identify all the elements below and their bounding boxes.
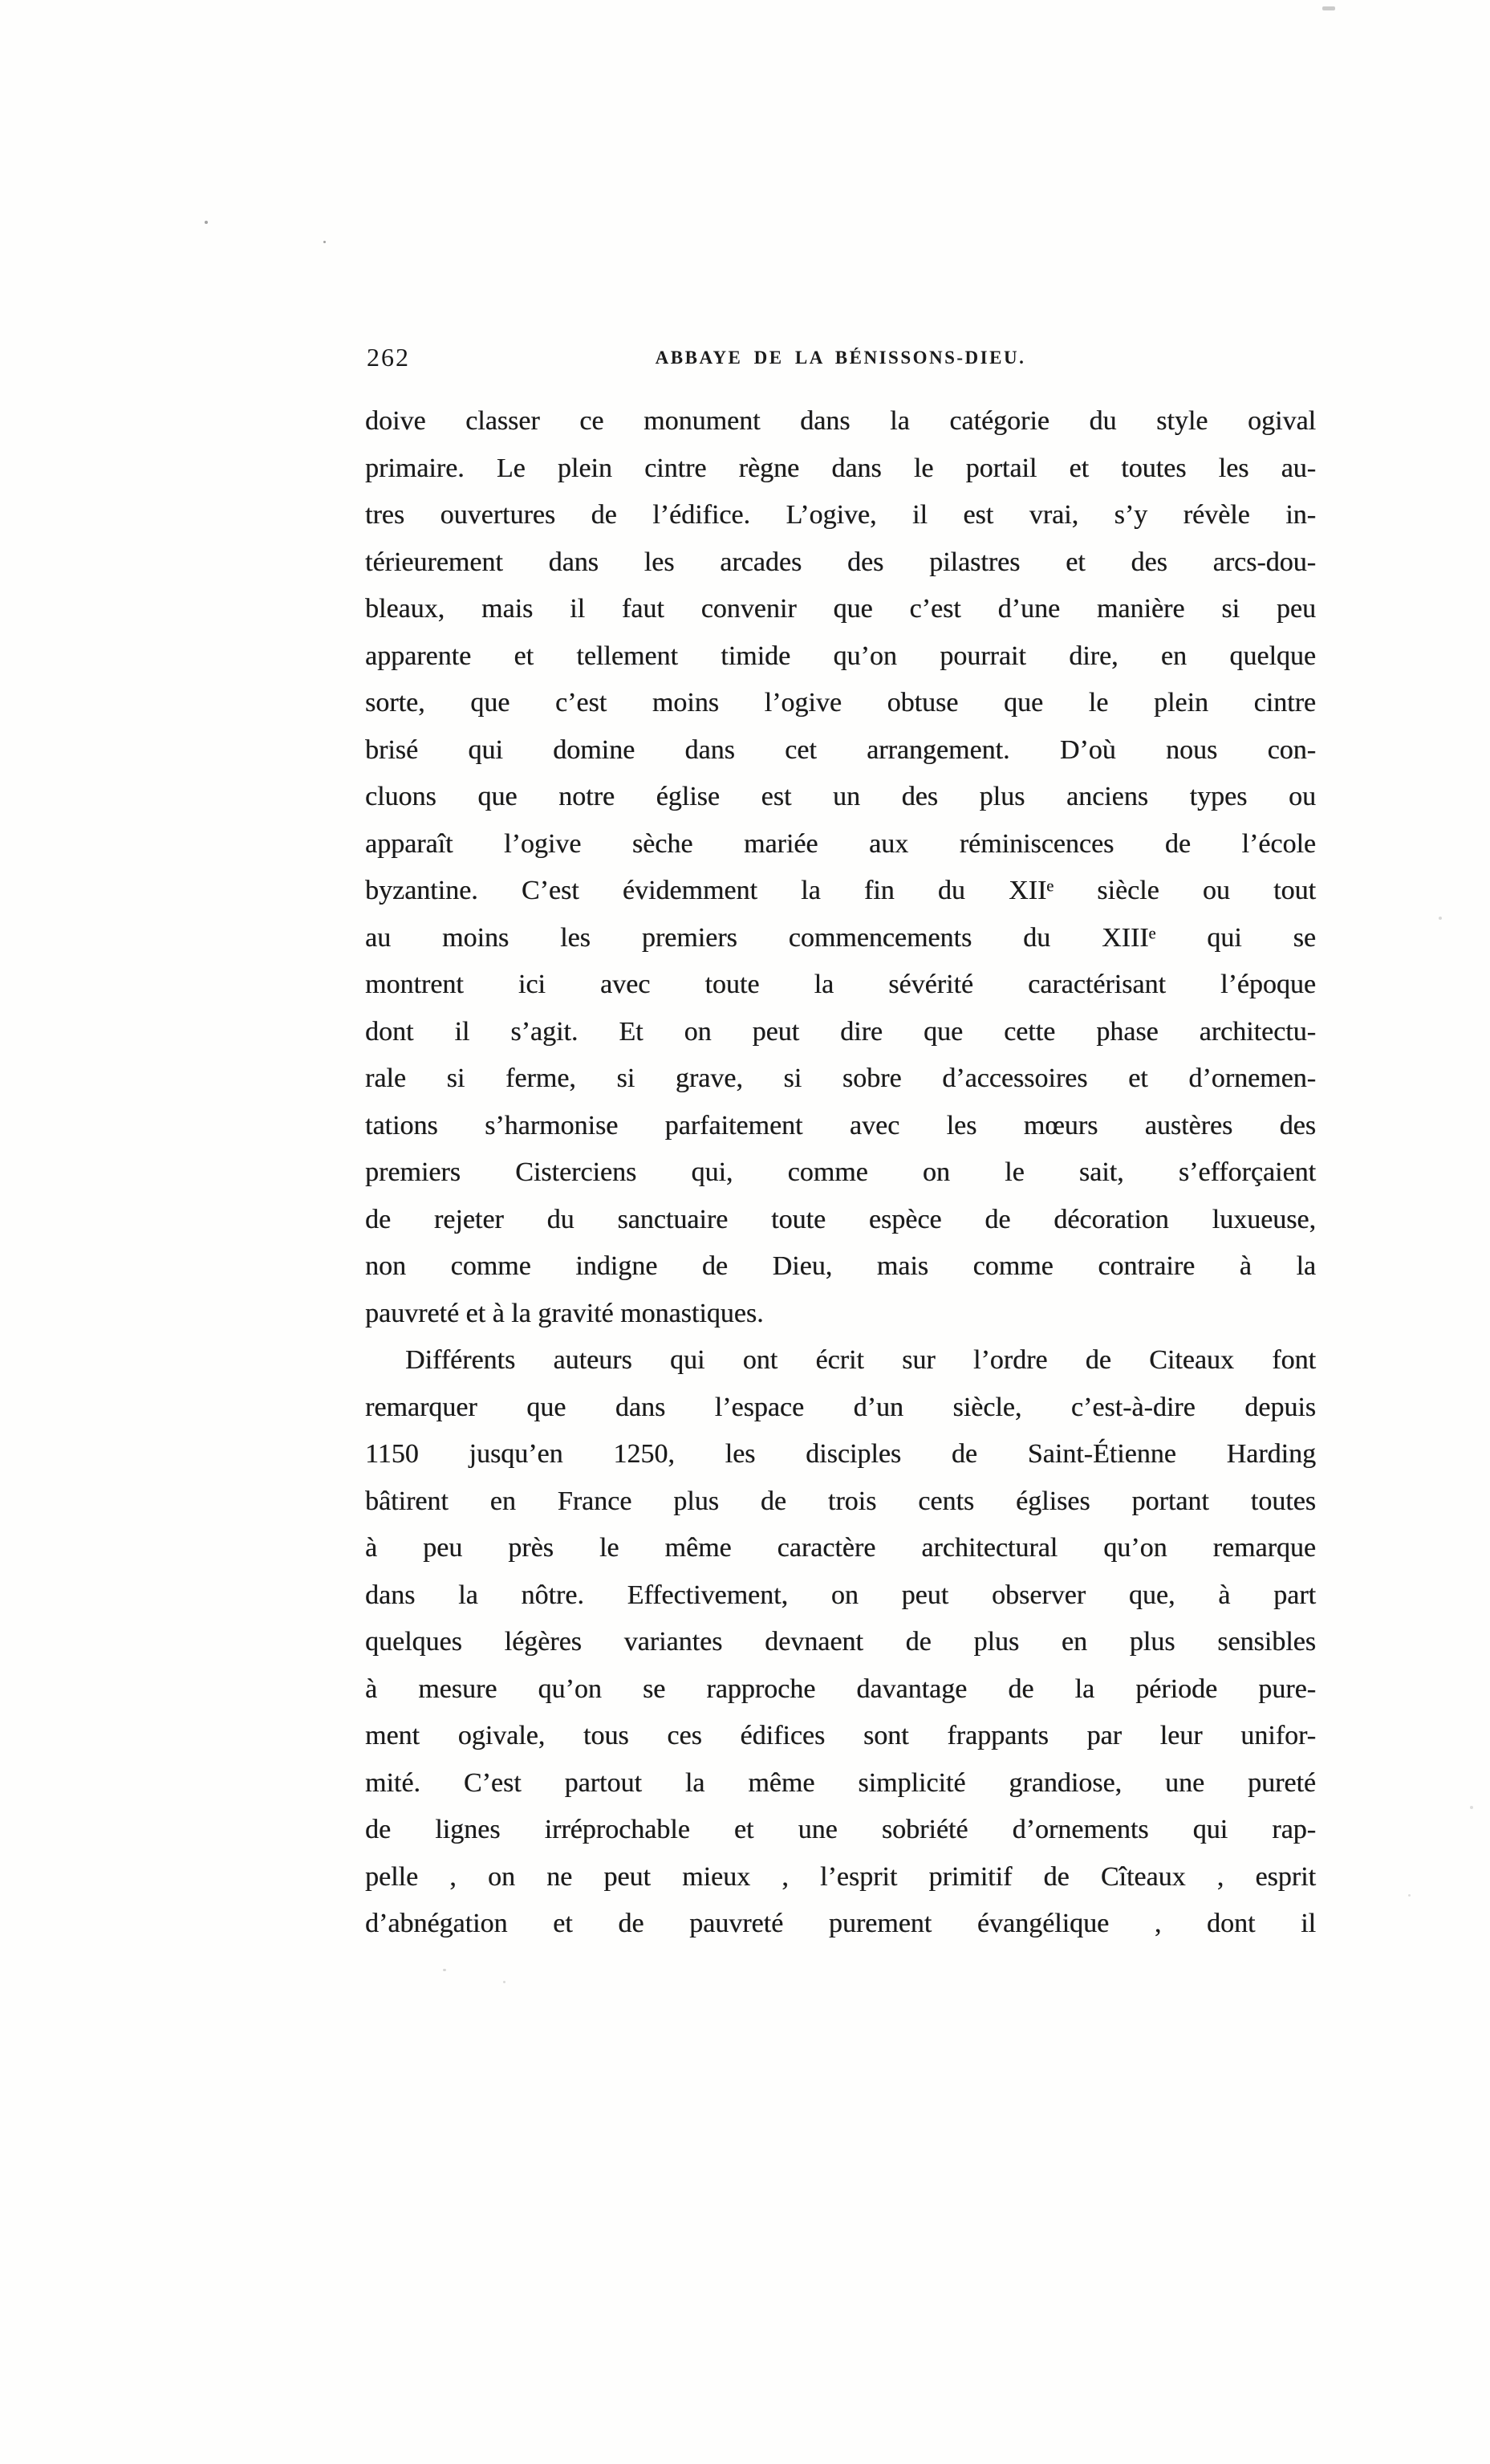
scan-speck [1408,1894,1411,1897]
text-line: non comme indigne de Dieu, mais comme contraire à la [365,1251,1316,1281]
running-title: ABBAYE DE LA BÉNISSONS-DIEU. [655,348,1026,368]
text-line: byzantine. C’est évidemment la fin du XIIᵉ siècle ou tout [365,876,1316,905]
text-line: tres ouvertures de l’édifice. L’ogive, il est vrai, s’y révèle in- [365,500,1316,530]
text-line: brisé qui domine dans cet arrangement. D’où nous con- [365,734,1316,765]
text-line: sorte, que c’est moins l’ogive obtuse que le plein cintre [365,688,1316,718]
text-line: à peu près le même caractère architectural qu’on remarque [365,1533,1316,1563]
text-line: dans la nôtre. Effectivement, on peut observer que, à part [365,1580,1316,1610]
text-line: primaire. Le plein cintre règne dans le portail et toutes les au- [365,453,1316,483]
scan-speck [205,221,208,224]
text-line: bâtirent en France plus de trois cents églises portant toutes [365,1486,1316,1516]
text-line: dont il s’agit. Et on peut dire que cette phase architectu- [365,1016,1316,1047]
text-line: apparente et tellement timide qu’on pourrait dire, en quelque [365,640,1316,671]
text-line: de rejeter du sanctuaire toute espèce de décoration luxueuse, [365,1204,1316,1234]
text-line: tations s’harmonise parfaitement avec les mœurs austères des [365,1110,1316,1141]
text-line: montrent ici avec toute la sévérité caractérisant l’époque [365,970,1316,999]
text-line: mité. C’est partout la même simplicité grandiose, une pureté [365,1767,1316,1798]
text-line: à mesure qu’on se rapproche davantage de la période pure- [365,1673,1316,1704]
text-line: rale si ferme, si grave, si sobre d’accessoires et d’ornemen- [365,1063,1316,1093]
text-line: 1150 jusqu’en 1250, les disciples de Saint-Étienne Harding [365,1439,1316,1469]
text-line: pauvreté et à la gravité monastiques. [365,1298,764,1328]
scan-speck [1439,917,1442,920]
text-line: bleaux, mais il faut convenir que c’est d’une manière si peu [365,594,1316,624]
text-line: quelques légères variantes devnaent de plus en plus sensibles [365,1627,1316,1657]
text-line: doive classer ce monument dans la catégorie du style ogival [365,406,1316,436]
text-line: cluons que notre église est un des plus anciens types ou [365,782,1316,811]
scan-speck [323,241,326,243]
text-line: pelle , on ne peut mieux , l’esprit primitif de Cîteaux , esprit [365,1861,1316,1892]
scan-speck [443,1969,446,1971]
text-line: térieurement dans les arcades des pilastres et des arcs-dou- [365,547,1316,577]
text-line: premiers Cisterciens qui, comme on le sait, s’efforçaient [365,1157,1316,1187]
text-line: apparaît l’ogive sèche mariée aux réminiscences de l’école [365,828,1316,859]
text-line: remarquer que dans l’espace d’un siècle, c’est-à-dire depuis [365,1392,1316,1422]
text-line: d’abnégation et de pauvreté purement évangélique , dont il [365,1909,1316,1938]
page-header [365,341,1316,381]
body-text [365,398,1316,1948]
text-line: Différents auteurs qui ont écrit sur l’ordre de Citeaux font [405,1345,1316,1375]
scan-speck [1470,1806,1473,1809]
page-number: 262 [367,343,410,372]
text-line: de lignes irréprochable et une sobriété d’ornements qui rap- [365,1815,1316,1844]
scan-speck [1322,6,1335,10]
scan-speck [503,1981,505,1983]
text-line: au moins les premiers commencements du XIIIᵉ qui se [365,922,1316,953]
text-line: ment ogivale, tous ces édifices sont frappants par leur unifor- [365,1721,1316,1750]
